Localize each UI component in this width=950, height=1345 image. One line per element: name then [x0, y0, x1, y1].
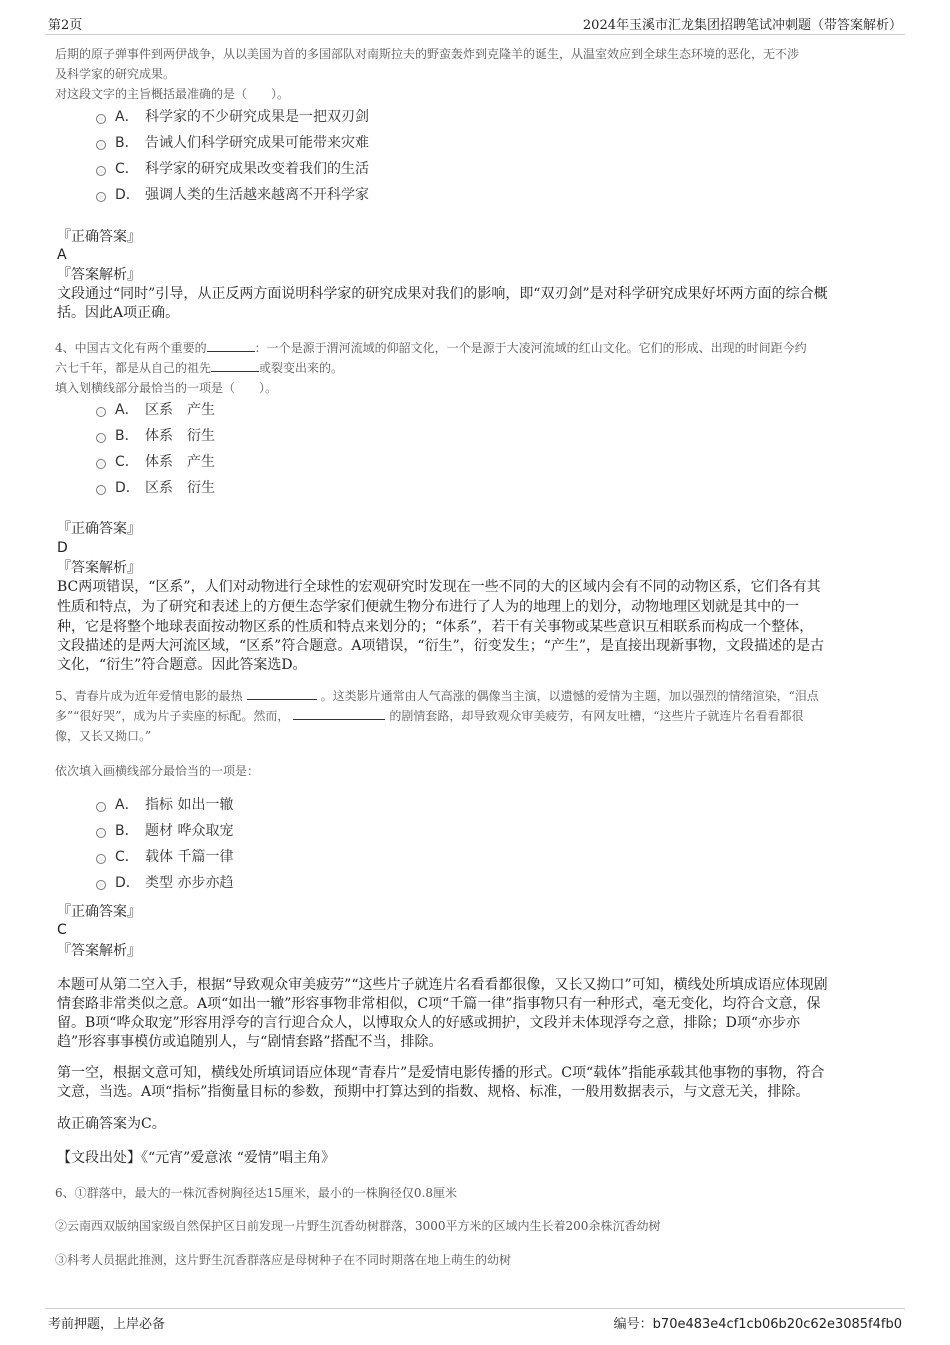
answer-value: D [57, 540, 68, 556]
fill-blank [207, 339, 255, 352]
option-a[interactable]: A． 科学家的不少研究成果是一把双刃剑 [96, 107, 369, 127]
analysis-line: 情套路非常类似之意。A项“如出一辙”形容事物非常相似，C项“千篇一律”指事物只有一种形式，毫无变化，均符合文意，保 [57, 996, 821, 1012]
header-divider [45, 34, 905, 35]
option-b[interactable]: B． 告诫人们科学研究成果可能带来灾难 [96, 133, 369, 153]
question-5-line: 多”“很好哭”，成为片子卖座的标配。然而， 的剧情套路，却导致观众审美疲劳，有网友吐槽，“这些片子就连片名看看都很 [55, 709, 804, 723]
option-b[interactable]: B． 体系 衍生 [96, 426, 215, 446]
analysis-label: 『答案解析』 [57, 943, 141, 959]
question-4-line: 六七千年，都是从自己的祖先 或裂变出来的。 [55, 361, 344, 375]
footer-slogan: 考前押题，上岸必备 [48, 1317, 166, 1332]
answer-label: 『正确答案』 [57, 904, 141, 920]
question-6-line: ②云南西双版纳国家级自然保护区日前发现一片野生沉香幼树群落，3000平方米的区域内生长着200余株沉香幼树 [55, 1219, 661, 1233]
radio-icon[interactable] [96, 459, 106, 469]
analysis-line: BC两项错误，“区系”，人们对动物进行全球性的宏观研究时发现在一些不同的大的区域内会有不同的动物区系，它们各有其 [57, 579, 821, 595]
radio-icon[interactable] [96, 407, 106, 417]
question-prompt: 填入划横线部分最恰当的一项是（ ）。 [55, 381, 278, 395]
radio-icon[interactable] [96, 140, 106, 150]
question-5-line: 像，又长又拗口。” [55, 729, 152, 743]
question-6-line: 6、①群落中，最大的一株沉香树胸径达15厘米，最小的一株胸径仅0.8厘米 [55, 1186, 457, 1200]
fill-blank [211, 359, 259, 372]
answer-label: 『正确答案』 [57, 521, 141, 537]
analysis-line: 趋”形容事事模仿或追随别人，与“剧情套路”搭配不当，排除。 [57, 1034, 443, 1050]
analysis-label: 『答案解析』 [57, 560, 141, 576]
radio-icon[interactable] [96, 485, 106, 495]
answer-value: A [57, 247, 67, 263]
option-a[interactable]: A． 区系 产生 [96, 400, 215, 420]
radio-icon[interactable] [96, 114, 106, 124]
answer-label: 『正确答案』 [57, 229, 141, 245]
analysis-line: 种，它是将整个地球表面按动物区系的性质和特点来划分的；“体系”，若干有关事物或某些意识互相联系而构成一个整体， [57, 619, 814, 635]
radio-icon[interactable] [96, 433, 106, 443]
footer-divider [45, 1308, 905, 1309]
passage-line: 后期的原子弹事件到两伊战争，从以美国为首的多国部队对南斯拉夫的野蛮轰炸到克隆羊的诞生，从温室效应到全球生态环境的恶化，无不涉 [55, 47, 800, 61]
option-c[interactable]: C． 体系 产生 [96, 452, 215, 472]
answer-value: C [57, 922, 67, 938]
option-d[interactable]: D． 强调人类的生活越来越离不开科学家 [96, 185, 369, 205]
option-c[interactable]: C． 载体 千篇一律 [96, 847, 233, 867]
analysis-line: 第一空，根据文意可知，横线处所填词语应体现“青春片”是爱情电影传播的形式。C项“载体”指能承载其他事物的事物，符合 [57, 1065, 825, 1081]
analysis-line: 文段描述的是两大河流区域，“区系”符合题意。A项错误，“衍生”，衍变发生；“产生”，是直接出现新事物，文段描述的是古 [57, 638, 825, 654]
fill-blank [293, 707, 385, 720]
source-citation: 【文段出处】《“元宵”爱意浓 “爱情”唱主角》 [57, 1150, 336, 1166]
option-c[interactable]: C． 科学家的研究成果改变着我们的生活 [96, 159, 369, 179]
analysis-line: 括。因此A项正确。 [57, 305, 180, 321]
analysis-line: 留。B项“哗众取宠”形容用浮夸的言行迎合众人，以博取众人的好感或拥护，文段并未体现浮夸之意，排除；D项“亦步亦 [57, 1015, 800, 1031]
document-title: 2024年玉溪市汇龙集团招聘笔试冲刺题（带答案解析） [582, 18, 902, 33]
page-number: 第2页 [48, 18, 83, 33]
option-d[interactable]: D． 类型 亦步亦趋 [96, 873, 233, 893]
radio-icon[interactable] [96, 166, 106, 176]
analysis-line: 本题可从第二空入手，根据“导致观众审美疲劳”“这些片子就连片名看看都很像，又长又拗口”可知，横线处所填成语应体现剧 [57, 977, 828, 993]
question-6-line: ③科考人员据此推测，这片野生沉香群落应是母树种子在不同时期落在地上萌生的幼树 [55, 1253, 512, 1267]
analysis-line: 性质和特点，为了研究和表述上的方便生态学家们便就生物分布进行了人为的地理上的划分，动物地理区划就是其中的一 [57, 599, 799, 615]
question-4-line: 4、中国古文化有两个重要的 ：一个是源于渭河流域的仰韶文化，一个是源于大凌河流域的红山文化。它们的形成、出现的时间距今约 [55, 341, 807, 355]
fill-blank [247, 687, 317, 700]
radio-icon[interactable] [96, 192, 106, 202]
question-prompt: 依次填入画横线部分最恰当的一项是： [55, 764, 260, 778]
option-b[interactable]: B． 题材 哗众取宠 [96, 821, 233, 841]
radio-icon[interactable] [96, 880, 106, 890]
option-d[interactable]: D． 区系 衍生 [96, 478, 215, 498]
analysis-line: 文化，“衍生”符合题意。因此答案选D。 [57, 657, 307, 673]
question-5-line: 5、青春片成为近年爱情电影的最热 。这类影片通常由人气高涨的偶像当主演，以遗憾的爱情为主题，加以强烈的情绪渲染，“泪点 [55, 689, 819, 703]
radio-icon[interactable] [96, 802, 106, 812]
passage-line: 及科学家的研究成果。 [55, 67, 176, 81]
document-code: 编号：b70e483e4cf1cb06b20c62e3085f4fb0 [613, 1317, 902, 1332]
analysis-line: 文段通过“同时”引导，从正反两方面说明科学家的研究成果对我们的影响，即“双刃剑”是对科学研究成果好坏两方面的综合概 [57, 286, 828, 302]
question-prompt: 对这段文字的主旨概括最准确的是（ ）。 [55, 87, 290, 101]
option-a[interactable]: A． 指标 如出一辙 [96, 795, 233, 815]
analysis-label: 『答案解析』 [57, 267, 141, 283]
analysis-line: 文意，当选。A项“指标”指衡量目标的参数，预期中打算达到的指数、规格、标准，一般用数据表示，与文意无关，排除。 [57, 1084, 810, 1100]
radio-icon[interactable] [96, 828, 106, 838]
conclusion: 故正确答案为C。 [57, 1116, 166, 1132]
radio-icon[interactable] [96, 854, 106, 864]
